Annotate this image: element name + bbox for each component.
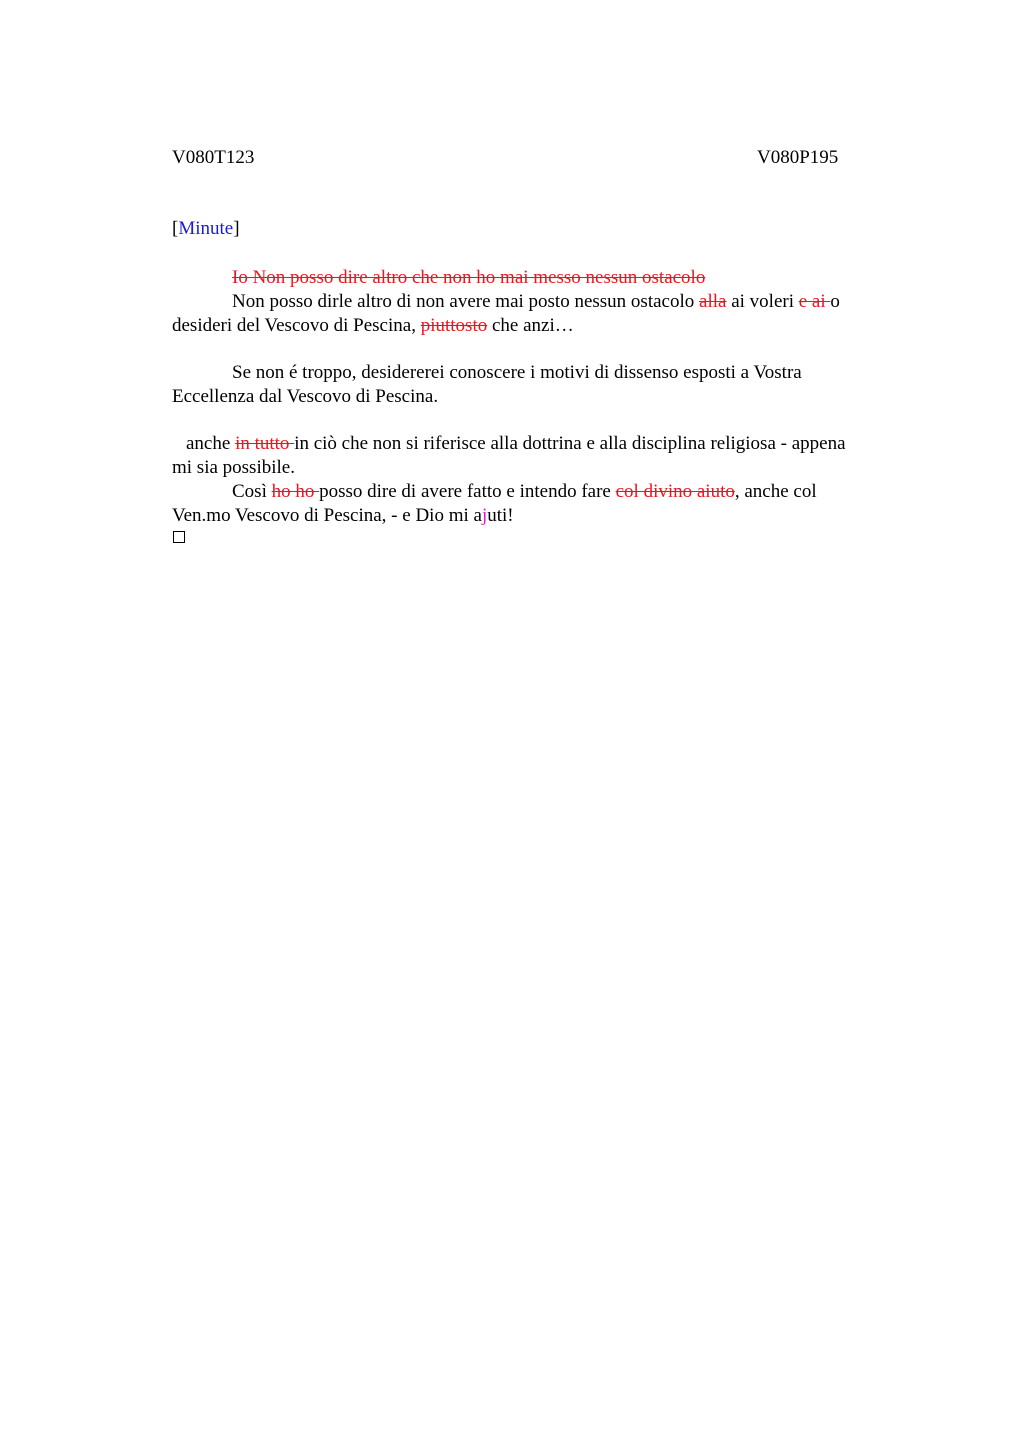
deleted-text: piuttosto bbox=[420, 315, 488, 336]
inserted-letter: j bbox=[481, 505, 488, 526]
paragraph1-line2 bbox=[172, 314, 912, 338]
text-run: Ven.mo Vescovo di Pescina, - e Dio mi a bbox=[172, 505, 482, 526]
text-run: o bbox=[830, 291, 840, 312]
text-run: Non posso dirle altro di non avere mai posto nessun ostacolo bbox=[232, 291, 700, 312]
text-run: in ciò che non si riferisce alla dottrina e alla disciplina religiosa - appena bbox=[294, 433, 846, 454]
section-label-text: Minute bbox=[178, 218, 234, 239]
text-run: che anzi… bbox=[487, 315, 574, 336]
paragraph2-line1: Se non é troppo, desidererei conoscere i motivi di dissenso esposti a Vostra bbox=[232, 362, 802, 383]
close-bracket: ] bbox=[233, 218, 240, 239]
text-run: , anche col bbox=[734, 481, 817, 502]
deleted-text: e ai bbox=[798, 291, 831, 312]
text-run: uti! bbox=[487, 505, 514, 526]
deleted-text: col divino aiuto bbox=[615, 481, 735, 502]
deleted-text: alla bbox=[699, 291, 727, 312]
document-page bbox=[172, 0, 912, 1450]
document-code-left: V080T123 bbox=[172, 147, 255, 168]
paragraph3-line2: mi sia possibile. bbox=[172, 457, 295, 478]
deleted-text: in tutto bbox=[235, 433, 295, 454]
paragraph3-line1 bbox=[172, 432, 926, 456]
paragraph4-line1 bbox=[172, 480, 972, 504]
section-label bbox=[172, 218, 240, 240]
paragraph4-line2 bbox=[172, 504, 912, 528]
deleted-line bbox=[172, 266, 972, 290]
paragraph1-line1 bbox=[172, 290, 972, 314]
deleted-text: Io Non posso dire altro che non ho mai messo nessun ostacolo bbox=[232, 267, 706, 288]
text-run: anche bbox=[186, 433, 236, 454]
open-bracket: [ bbox=[172, 218, 179, 239]
deleted-text: ho ho bbox=[271, 481, 320, 502]
text-run: posso dire di avere fatto e intendo fare bbox=[319, 481, 616, 502]
text-run: desideri del Vescovo di Pescina, bbox=[172, 315, 421, 336]
paragraph2-line2: Eccellenza dal Vescovo di Pescina. bbox=[172, 386, 439, 407]
end-marker-box bbox=[173, 531, 185, 543]
document-code-right: V080P195 bbox=[757, 147, 839, 168]
text-run: ai voleri bbox=[726, 291, 799, 312]
text-run: Così bbox=[232, 481, 272, 502]
